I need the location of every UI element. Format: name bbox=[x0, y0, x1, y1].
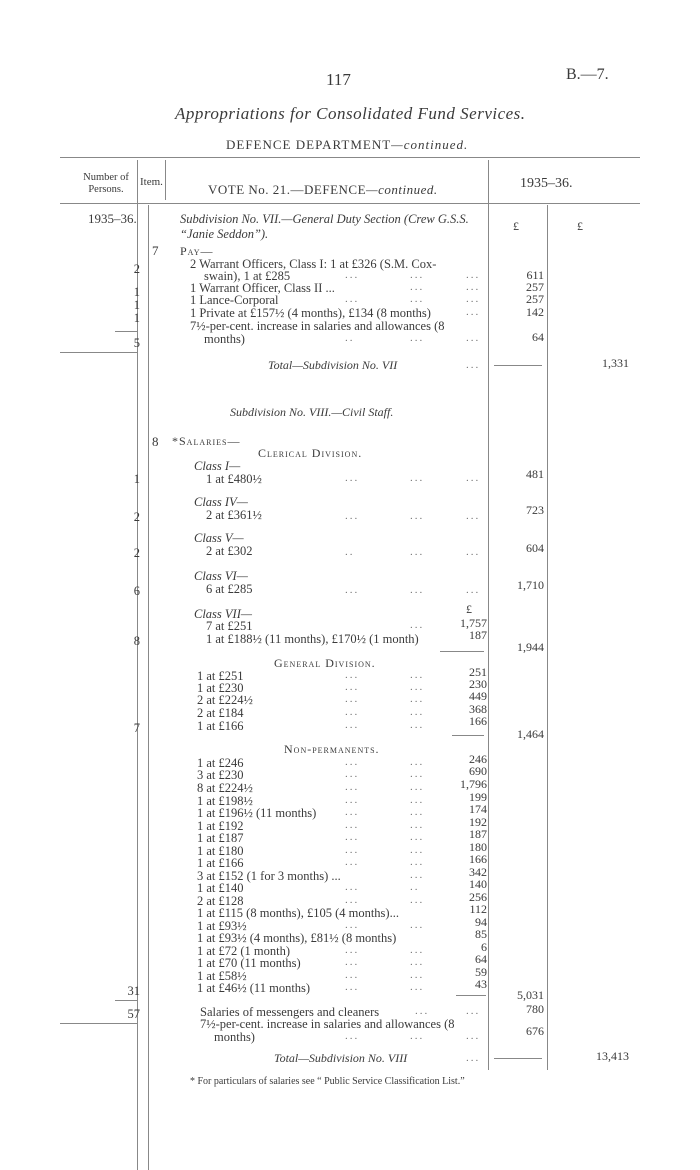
class-5-label: Class V— bbox=[194, 531, 244, 545]
nonperm-row: 1 at £180 bbox=[197, 844, 244, 858]
page-ref: B.—7. bbox=[566, 66, 609, 83]
subdivision-7-title: Subdivision No. VII.—General Duty Section (Crew G.S.S. “Janie Seddon”). bbox=[180, 212, 469, 241]
leader-dots: ... bbox=[466, 1030, 481, 1042]
subdivision-8-persons-total: 57 bbox=[127, 1007, 140, 1021]
persons-total-rule bbox=[60, 352, 137, 353]
class-6-line: 6 at £285 bbox=[206, 582, 253, 596]
class-7-line-1: 7 at £251 bbox=[206, 619, 253, 633]
leader-dots: ... bbox=[410, 956, 425, 968]
leader-dots: ... bbox=[466, 306, 481, 318]
messengers-amount: 780 bbox=[526, 1002, 544, 1016]
class-7-amount-2: 187 bbox=[469, 628, 487, 642]
leader-dots: ... bbox=[345, 894, 360, 906]
leader-dots: ... bbox=[466, 1005, 481, 1017]
leader-dots: ... bbox=[466, 281, 481, 293]
leader-dots: ... bbox=[410, 269, 425, 281]
nonperm-row: 3 at £230 bbox=[197, 768, 244, 782]
leader-dots: ... bbox=[345, 944, 360, 956]
general-amount: 251 bbox=[469, 665, 487, 679]
nonperm-row: 1 at £166 bbox=[197, 856, 244, 870]
clerical-division-heading: Clerical Division. bbox=[258, 446, 363, 460]
nonperm-row: 1 at £115 (8 months), £105 (4 months)... bbox=[197, 906, 399, 920]
nonperm-row: 8 at £224½ bbox=[197, 781, 253, 795]
nonperm-amount: 59 bbox=[475, 965, 487, 979]
leader-dots: ... bbox=[466, 510, 481, 522]
amount: 257 bbox=[526, 280, 544, 294]
dept-heading bbox=[226, 137, 468, 153]
nonperm-amount: 85 bbox=[475, 927, 487, 941]
class-7-total: 1,944 bbox=[517, 640, 544, 654]
leader-dots: ... bbox=[345, 844, 360, 856]
dept-name: DEFENCE DEPARTMENT bbox=[226, 137, 392, 152]
nonperm-amount: 6 bbox=[481, 940, 487, 954]
leader-dots: ... bbox=[410, 281, 425, 293]
class-1-line: 1 at £480½ bbox=[206, 472, 262, 486]
leader-dots: ... bbox=[466, 584, 481, 596]
general-amount: 449 bbox=[469, 689, 487, 703]
col-rule-3 bbox=[148, 205, 149, 1170]
nonperm-row: 2 at £128 bbox=[197, 894, 244, 908]
leader-dots: ... bbox=[410, 293, 425, 305]
leader-dots: ... bbox=[415, 1005, 430, 1017]
leader-dots: ... bbox=[345, 969, 360, 981]
leader-dots: ... bbox=[410, 919, 425, 931]
leader-dots: ... bbox=[410, 756, 425, 768]
nonperm-row: 1 at £192 bbox=[197, 819, 244, 833]
nonperm-amount: 166 bbox=[469, 852, 487, 866]
nonperm-row: 1 at £46½ (11 months) bbox=[197, 981, 311, 995]
nonperm-amount: 342 bbox=[469, 865, 487, 879]
leader-dots: ... bbox=[345, 831, 360, 843]
leader-dots: ... bbox=[410, 693, 425, 705]
general-row: 1 at £251 bbox=[197, 669, 244, 683]
persons-subtotal-rule bbox=[115, 1000, 137, 1001]
leader-dots: ... bbox=[345, 1030, 360, 1042]
nonperm-row: 1 at £93½ (4 months), £81½ (8 months) bbox=[197, 931, 397, 945]
leader-dots: ... bbox=[410, 894, 425, 906]
nonperm-amount: 256 bbox=[469, 890, 487, 904]
persons-count: 8 bbox=[133, 634, 140, 648]
persons-subtotal-rule bbox=[115, 331, 137, 332]
nonperm-amount: 174 bbox=[469, 802, 487, 816]
leader-dots: ... bbox=[410, 856, 425, 868]
leader-dots: ... bbox=[345, 706, 360, 718]
leader-dots: ... bbox=[466, 269, 481, 281]
subdivision-7-total: 1,331 bbox=[602, 356, 629, 370]
general-row: 1 at £166 bbox=[197, 719, 244, 733]
messengers-line: Salaries of messengers and cleaners bbox=[200, 1005, 380, 1019]
leader-dots: ... bbox=[345, 472, 360, 484]
nonperm-row: 1 at £198½ bbox=[197, 794, 253, 808]
nonperm-row: 3 at £152 (1 for 3 months) ... bbox=[197, 869, 341, 883]
leader-dots: ... bbox=[410, 844, 425, 856]
persons-count: 2 bbox=[133, 546, 140, 560]
vote-title: VOTE No. 21.—DEFENCE bbox=[208, 182, 367, 197]
table-header-rule bbox=[60, 203, 640, 204]
subdivision-7-total-label: Total—Subdivision No. VII bbox=[268, 358, 398, 372]
leader-dots: ... bbox=[410, 619, 425, 631]
general-total: 1,464 bbox=[517, 727, 544, 741]
leader-dots: ... bbox=[410, 819, 425, 831]
class-5-line: 2 at £302 bbox=[206, 544, 253, 558]
nonperm-row: 1 at £246 bbox=[197, 756, 244, 770]
persons-count: 2 bbox=[133, 262, 140, 276]
pay-row-5: 7½-per-cent. increase in salaries and allowances (8 bbox=[190, 319, 445, 333]
increase-amount: 676 bbox=[526, 1024, 544, 1038]
leader-dots: ... bbox=[410, 510, 425, 522]
increase-line-cont: months) bbox=[214, 1030, 255, 1044]
persons-count: 1 bbox=[133, 311, 140, 325]
nonperm-amount: 199 bbox=[469, 790, 487, 804]
pound-sign-col1: £ bbox=[513, 219, 519, 233]
nonperm-row: 1 at £72 (1 month) bbox=[197, 944, 291, 958]
leader-dots: ... bbox=[410, 806, 425, 818]
nonperm-amount: 246 bbox=[469, 752, 487, 766]
nonperm-amount: 112 bbox=[469, 902, 487, 916]
leader-dots: ... bbox=[410, 869, 425, 881]
amount: 723 bbox=[526, 503, 544, 517]
persons-year: 1935–36. bbox=[88, 211, 137, 226]
persons-count: 7 bbox=[133, 721, 140, 735]
persons-count: 1 bbox=[133, 285, 140, 299]
leader-dots: ... bbox=[345, 681, 360, 693]
pay-row-3: 1 Lance-Corporal bbox=[190, 293, 279, 307]
dept-continued: —continued. bbox=[391, 137, 469, 152]
leader-dots: ... bbox=[410, 472, 425, 484]
col-header-persons: Number of Persons. bbox=[83, 172, 129, 195]
col-rule-2 bbox=[165, 160, 166, 200]
leader-dots: .. bbox=[345, 546, 355, 558]
leader-dots: ... bbox=[345, 881, 360, 893]
subtotal-rule bbox=[440, 651, 484, 652]
class-4-line: 2 at £361½ bbox=[206, 508, 262, 522]
leader-dots: ... bbox=[410, 944, 425, 956]
leader-dots: .. bbox=[345, 332, 355, 344]
subdivision-8-total: 13,413 bbox=[596, 1049, 629, 1063]
pay-heading: Pay— bbox=[180, 244, 214, 258]
nonperm-row: 1 at £70 (11 months) bbox=[197, 956, 301, 970]
leader-dots: ... bbox=[466, 293, 481, 305]
general-amount: 230 bbox=[469, 677, 487, 691]
amount: 142 bbox=[526, 305, 544, 319]
page-number: 117 bbox=[326, 70, 351, 89]
persons-count: 6 bbox=[133, 584, 140, 598]
class-1-label: Class I— bbox=[194, 459, 241, 473]
table-top-rule bbox=[60, 157, 640, 158]
page-title: Appropriations for Consolidated Fund Services. bbox=[175, 104, 526, 123]
leader-dots: ... bbox=[466, 1052, 481, 1064]
persons-count: 1 bbox=[133, 298, 140, 312]
pay-row-5-cont: months) bbox=[204, 332, 245, 346]
amount-total-rule bbox=[494, 1058, 542, 1059]
leader-dots: ... bbox=[345, 981, 360, 993]
amount: 611 bbox=[526, 268, 544, 282]
nonperm-amount: 1,796 bbox=[460, 777, 487, 791]
leader-dots: ... bbox=[410, 332, 425, 344]
leader-dots: ... bbox=[345, 584, 360, 596]
nonperm-amount: 140 bbox=[469, 877, 487, 891]
leader-dots: ... bbox=[410, 794, 425, 806]
leader-dots: ... bbox=[410, 981, 425, 993]
subdivision-8-total-label: Total—Subdivision No. VIII bbox=[274, 1051, 408, 1065]
subdivision-7-persons-total: 5 bbox=[133, 336, 140, 350]
leader-dots: ... bbox=[345, 768, 360, 780]
nonperm-amount: 94 bbox=[475, 915, 487, 929]
leader-dots: ... bbox=[345, 919, 360, 931]
item-number-8: 8 bbox=[152, 434, 159, 449]
class-4-label: Class IV— bbox=[194, 495, 248, 509]
nonperm-amount: 187 bbox=[469, 827, 487, 841]
nonperm-amount: 43 bbox=[475, 977, 487, 991]
leader-dots: ... bbox=[410, 781, 425, 793]
amount: 257 bbox=[526, 292, 544, 306]
leader-dots: ... bbox=[345, 806, 360, 818]
leader-dots: ... bbox=[345, 956, 360, 968]
col-header-year: 1935–36. bbox=[520, 176, 573, 191]
general-amount: 368 bbox=[469, 702, 487, 716]
class-7-label: Class VII— bbox=[194, 607, 252, 621]
subtotal-rule bbox=[452, 735, 484, 736]
leader-dots: ... bbox=[345, 669, 360, 681]
leader-dots: ... bbox=[410, 546, 425, 558]
persons-count: 31 bbox=[127, 984, 140, 998]
class-6-label: Class VI— bbox=[194, 569, 248, 583]
amount-total-rule bbox=[494, 365, 542, 366]
nonperm-row: 1 at £196½ (11 months) bbox=[197, 806, 317, 820]
pay-row-4: 1 Private at £157½ (4 months), £134 (8 months) bbox=[190, 306, 431, 320]
leader-dots: ... bbox=[345, 269, 360, 281]
nonperm-row: 1 at £93½ bbox=[197, 919, 247, 933]
leader-dots: .. bbox=[410, 881, 420, 893]
vote-heading bbox=[208, 182, 438, 198]
subdivision-8-title: Subdivision No. VIII.—Civil Staff. bbox=[230, 405, 394, 419]
leader-dots: ... bbox=[345, 510, 360, 522]
general-row: 1 at £230 bbox=[197, 681, 244, 695]
increase-line: 7½-per-cent. increase in salaries and allowances (8 bbox=[200, 1017, 455, 1031]
leader-dots: ... bbox=[410, 669, 425, 681]
leader-dots: ... bbox=[466, 472, 481, 484]
class-7-line-2: 1 at £188½ (11 months), £170½ (1 month) bbox=[206, 632, 419, 646]
amount: 1,710 bbox=[517, 578, 544, 592]
leader-dots: ... bbox=[410, 969, 425, 981]
pay-row-2: 1 Warrant Officer, Class II ... bbox=[190, 281, 335, 295]
persons-count: 1 bbox=[133, 472, 140, 486]
amount: 64 bbox=[532, 330, 544, 344]
vote-continued: —continued. bbox=[366, 182, 438, 197]
leader-dots: ... bbox=[466, 332, 481, 344]
footnote: * For particulars of salaries see “ Public Service Classification List.” bbox=[190, 1076, 465, 1087]
nonperm-row: 1 at £187 bbox=[197, 831, 244, 845]
leader-dots: ... bbox=[410, 719, 425, 731]
leader-dots: ... bbox=[410, 706, 425, 718]
col-header-item: Item. bbox=[140, 176, 163, 188]
amount: 481 bbox=[526, 467, 544, 481]
persons-count: 2 bbox=[133, 510, 140, 524]
leader-dots: ... bbox=[466, 359, 481, 371]
pound-sign-col2: £ bbox=[577, 219, 583, 233]
non-permanents-heading: Non-permanents. bbox=[284, 742, 380, 756]
leader-dots: ... bbox=[410, 584, 425, 596]
general-division-heading: General Division. bbox=[274, 656, 376, 670]
nonperm-amount: 192 bbox=[469, 815, 487, 829]
nonperm-row: 1 at £140 bbox=[197, 881, 244, 895]
pound-sign-subcol: £ bbox=[466, 602, 472, 616]
salaries-heading: *Salaries— bbox=[172, 434, 241, 448]
leader-dots: ... bbox=[345, 819, 360, 831]
leader-dots: ... bbox=[345, 794, 360, 806]
leader-dots: ... bbox=[410, 681, 425, 693]
class-7-amount-1: 1,757 bbox=[460, 616, 487, 630]
col-rule-5 bbox=[547, 205, 548, 1070]
leader-dots: ... bbox=[345, 756, 360, 768]
nonperm-total: 5,031 bbox=[517, 988, 544, 1002]
general-amount: 166 bbox=[469, 714, 487, 728]
leader-dots: ... bbox=[345, 693, 360, 705]
leader-dots: ... bbox=[410, 831, 425, 843]
nonperm-row: 1 at £58½ bbox=[197, 969, 247, 983]
leader-dots: ... bbox=[345, 781, 360, 793]
pay-row-1: 2 Warrant Officers, Class I: 1 at £326 (S.M. Cox- bbox=[190, 257, 437, 271]
pay-row-1-cont: swain), 1 at £285 bbox=[204, 269, 291, 283]
nonperm-amount: 180 bbox=[469, 840, 487, 854]
item-number-7: 7 bbox=[152, 243, 159, 258]
amount: 604 bbox=[526, 541, 544, 555]
leader-dots: ... bbox=[345, 856, 360, 868]
leader-dots: ... bbox=[345, 293, 360, 305]
leader-dots: ... bbox=[410, 1030, 425, 1042]
general-row: 2 at £184 bbox=[197, 706, 244, 720]
persons-total-rule bbox=[60, 1023, 137, 1024]
leader-dots: ... bbox=[345, 719, 360, 731]
general-row: 2 at £224½ bbox=[197, 693, 253, 707]
nonperm-amount: 64 bbox=[475, 952, 487, 966]
nonperm-amount: 690 bbox=[469, 764, 487, 778]
leader-dots: ... bbox=[410, 768, 425, 780]
leader-dots: ... bbox=[466, 546, 481, 558]
